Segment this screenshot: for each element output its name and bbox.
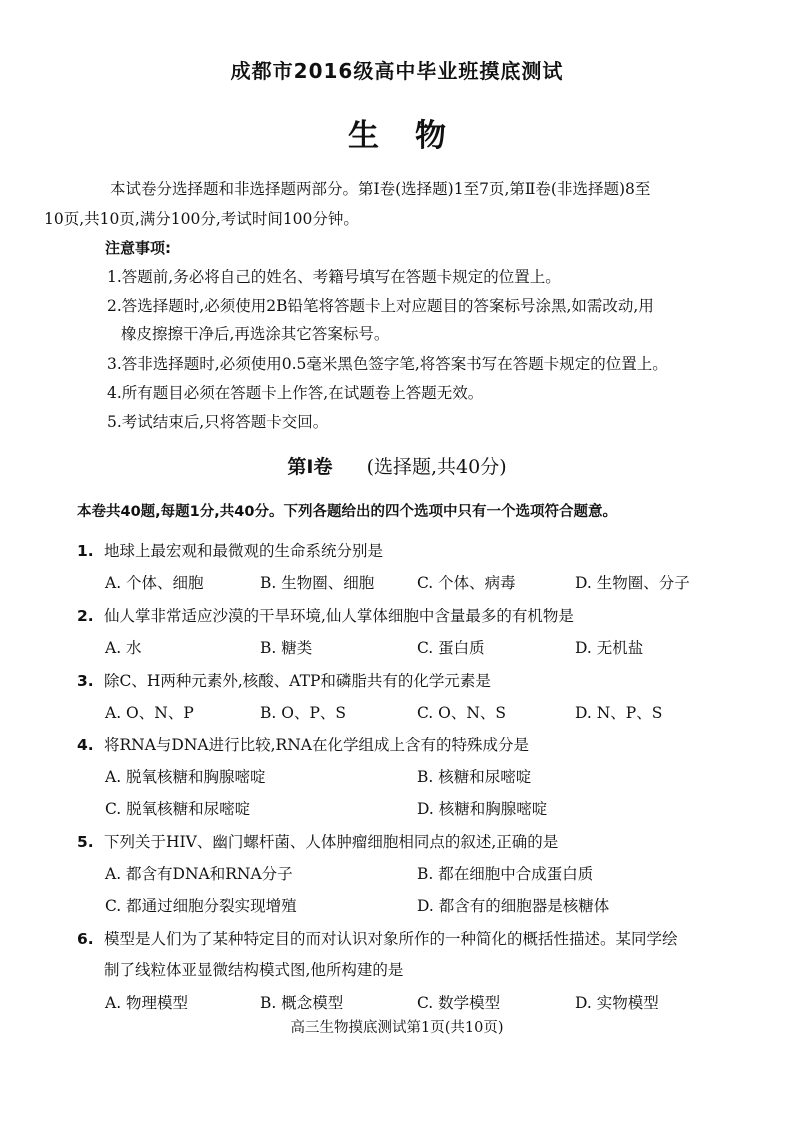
intro-paragraph [44, 174, 727, 234]
option-d: D. 实物模型 [575, 994, 659, 1012]
notice-item-3: 3.答非选择题时,必须使用0.5毫米黑色签字笔,将答案书写在答题卡规定的位置上。 [107, 355, 668, 373]
option-a: A. 个体、细胞 [105, 574, 204, 592]
option-b: B. 生物圈、细胞 [260, 574, 375, 592]
intro-line-1: 本试卷分选择题和非选择题两部分。第Ⅰ卷(选择题)1至7页,第Ⅱ卷(非选择题)8至 [110, 180, 651, 198]
section-heading [0, 452, 794, 479]
option-a: A. 脱氧核糖和胸腺嘧啶 [105, 768, 266, 786]
option-c: C. O、N、S [417, 704, 507, 722]
notice-item-5: 5.考试结束后,只将答题卡交回。 [107, 413, 329, 431]
question-5 [77, 830, 727, 852]
notice-item-1: 1.答题前,务必将自己的姓名、考籍号填写在答题卡规定的位置上。 [107, 268, 561, 286]
section-instruction: 本卷共40题,每题1分,共40分。下列各题给出的四个选项中只有一个选项符合题意。 [77, 504, 617, 520]
option-b: B. O、P、S [260, 704, 346, 722]
notice-item-2-cont: 橡皮擦擦干净后,再选涂其它答案标号。 [121, 325, 390, 343]
option-a: A. 都含有DNA和RNA分子 [105, 865, 293, 883]
question-6-options [105, 991, 725, 1015]
question-1 [77, 539, 727, 561]
option-d: D. N、P、S [575, 704, 663, 722]
question-3-options [105, 701, 725, 725]
question-number: 2. [77, 607, 94, 625]
section-subtitle: (选择题,共40分) [366, 456, 507, 478]
option-b: B. 概念模型 [260, 994, 344, 1012]
question-number: 1. [77, 542, 94, 560]
option-d: D. 都含有的细胞器是核糖体 [417, 897, 610, 915]
notice-item-2: 2.答选择题时,必须使用2B铅笔将答题卡上对应题目的答案标号涂黑,如需改动,用 [107, 297, 654, 315]
intro-line-2: 10页,共10页,满分100分,考试时间100分钟。 [44, 210, 359, 228]
question-number: 4. [77, 736, 94, 754]
option-b: B. 糖类 [260, 639, 313, 657]
question-4-options-row-1 [105, 765, 725, 789]
option-c: C. 数学模型 [417, 994, 501, 1012]
notice-item-4: 4.所有题目必须在答题卡上作答,在试题卷上答题无效。 [107, 384, 484, 402]
option-a: A. O、N、P [105, 704, 194, 722]
question-2-options [105, 636, 725, 660]
question-1-options [105, 571, 725, 595]
option-d: D. 生物圈、分子 [575, 574, 690, 592]
question-5-options-row-1 [105, 862, 725, 886]
question-stem: 仙人掌非常适应沙漠的干旱环境,仙人掌体细胞中含量最多的有机物是 [104, 607, 574, 625]
section-title: 第Ⅰ卷 [287, 456, 333, 478]
page-footer: 高三生物摸底测试第1页(共10页) [290, 1020, 504, 1036]
notice-heading: 注意事项: [105, 239, 171, 257]
option-a: A. 物理模型 [105, 994, 189, 1012]
question-stem: 将RNA与DNA进行比较,RNA在化学组成上含有的特殊成分是 [104, 736, 529, 754]
question-4 [77, 733, 727, 755]
question-stem: 地球上最宏观和最微观的生命系统分别是 [104, 542, 384, 560]
option-b: B. 都在细胞中合成蛋白质 [417, 865, 594, 883]
question-stem: 除C、H两种元素外,核酸、ATP和磷脂共有的化学元素是 [104, 672, 491, 690]
option-a: A. 水 [105, 639, 142, 657]
option-c: C. 都通过细胞分裂实现增殖 [105, 897, 297, 915]
option-c: C. 个体、病毒 [417, 574, 516, 592]
option-d: D. 核糖和胸腺嘧啶 [417, 800, 548, 818]
subject-title: 生物 [348, 118, 482, 154]
question-number: 3. [77, 672, 94, 690]
question-stem: 下列关于HIV、幽门螺杆菌、人体肿瘤细胞相同点的叙述,正确的是 [104, 833, 559, 851]
option-c: C. 蛋白质 [417, 639, 485, 657]
question-number: 6. [77, 930, 94, 948]
question-3 [77, 669, 727, 691]
question-6-stem-cont: 制了线粒体亚显微结构模式图,他所构建的是 [104, 961, 404, 979]
option-c: C. 脱氧核糖和尿嘧啶 [105, 800, 251, 818]
exam-title: 成都市2016级高中毕业班摸底测试 [230, 59, 564, 83]
option-b: B. 核糖和尿嘧啶 [417, 768, 532, 786]
question-4-options-row-2 [105, 797, 725, 821]
question-5-options-row-2 [105, 894, 725, 918]
question-number: 5. [77, 833, 94, 851]
option-d: D. 无机盐 [575, 639, 644, 657]
question-2 [77, 604, 727, 626]
question-6 [77, 927, 727, 949]
question-stem: 模型是人们为了某种特定目的而对认识对象所作的一种简化的概括性描述。某同学绘 [104, 930, 678, 948]
